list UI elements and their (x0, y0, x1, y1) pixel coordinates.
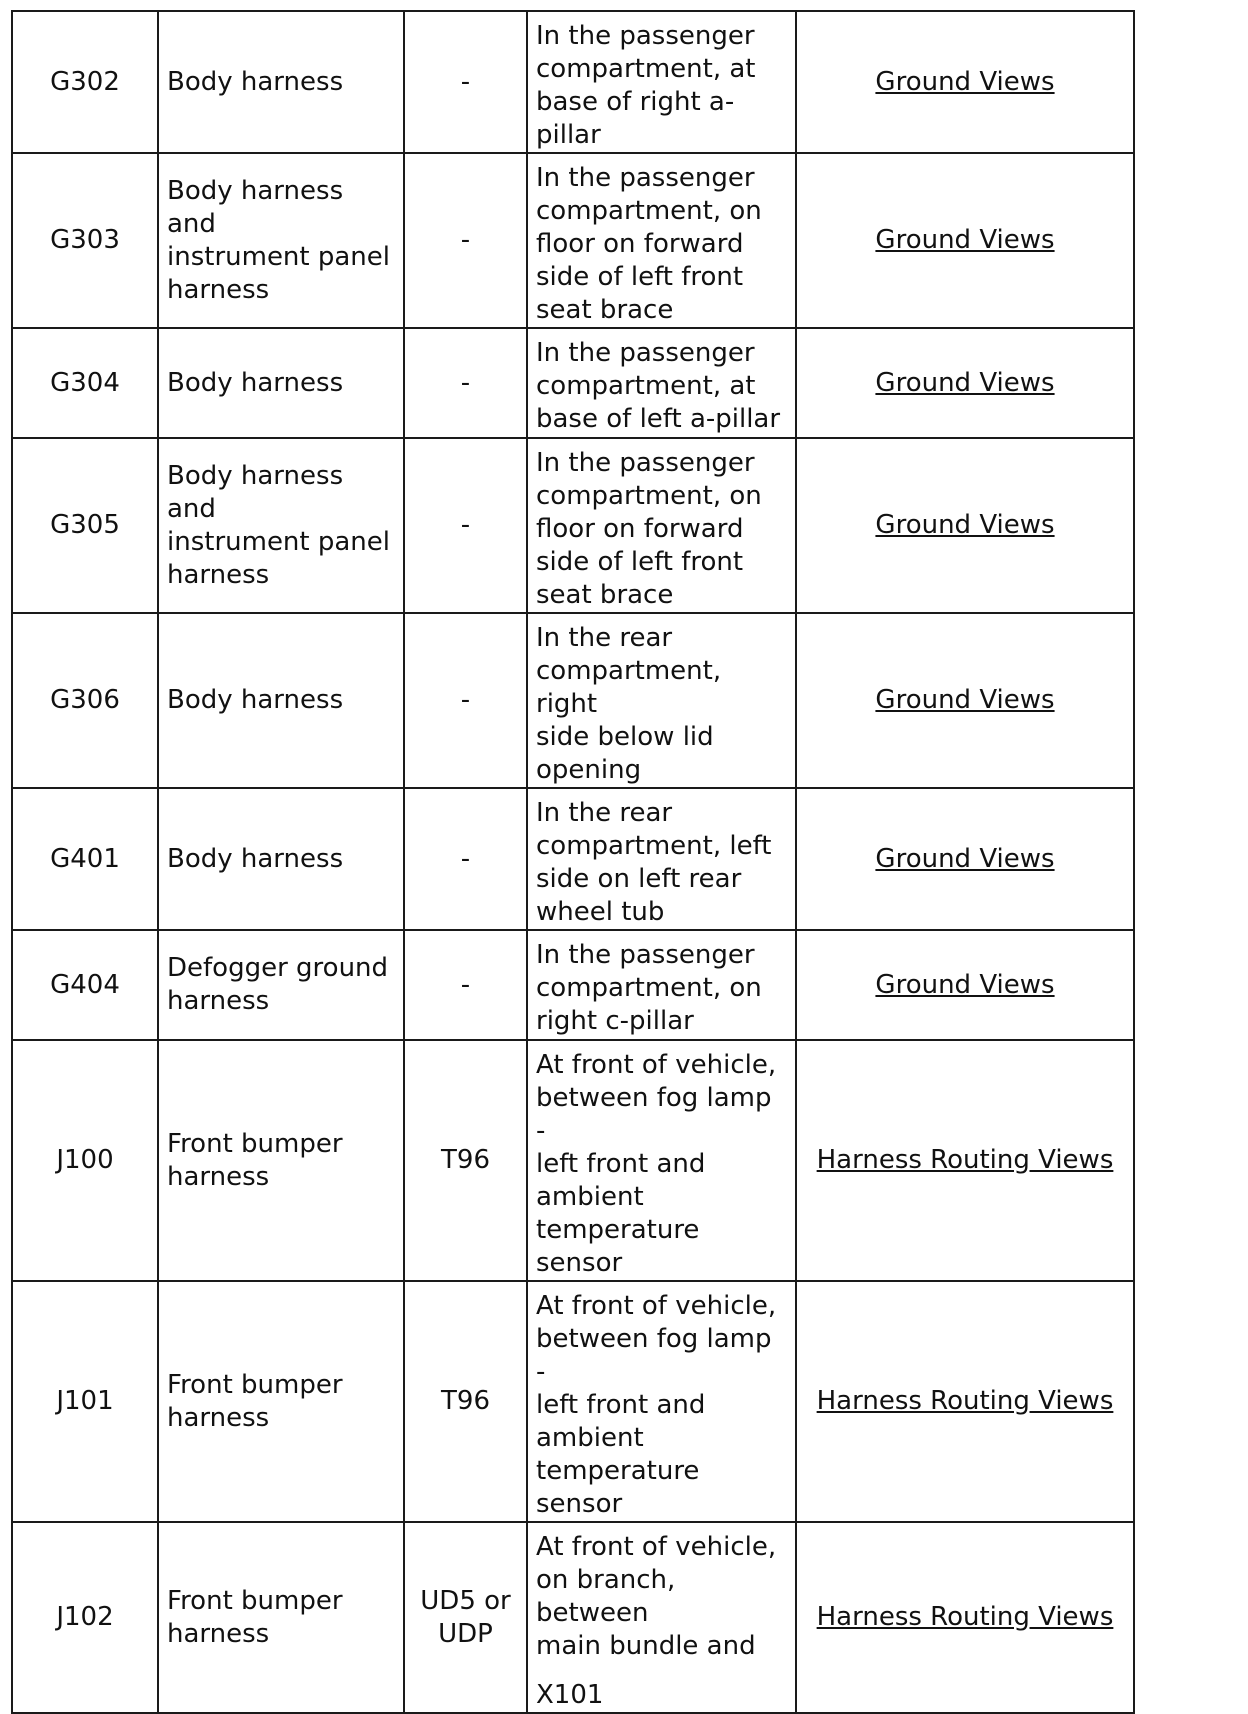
location-cell: In the passenger compartment, on right c-pillar (527, 930, 796, 1040)
harness-cell: Front bumper harness (158, 1040, 404, 1281)
table-row (12, 1281, 1134, 1522)
ground-views-link[interactable]: Ground Views (875, 225, 1055, 255)
ground-views-link[interactable]: Ground Views (875, 969, 1055, 1000)
component-id-cell: J102 (12, 1522, 158, 1713)
view-cell (796, 930, 1134, 1040)
table-row (12, 930, 1134, 1040)
connector-cell: T96 (404, 1281, 527, 1522)
component-id-cell: G303 (12, 153, 158, 328)
harness-routing-views-link[interactable]: Harness Routing Views (816, 1145, 1114, 1175)
component-id-cell: J100 (12, 1040, 158, 1281)
harness-cell: Defogger ground harness (158, 930, 404, 1040)
harness-cell: Body harness (158, 613, 404, 788)
location-cell: At front of vehicle, between fog lamp - left front and ambient temperature sensor (527, 1040, 796, 1281)
view-cell (796, 788, 1134, 930)
connector-cell: - (404, 328, 527, 438)
table-row (12, 613, 1134, 788)
connector-cell: - (404, 11, 527, 153)
ground-views-link[interactable]: Ground Views (875, 66, 1055, 97)
ground-views-link[interactable]: Ground Views (875, 367, 1055, 398)
view-cell (796, 11, 1134, 153)
table-row (12, 1522, 1134, 1713)
component-id-cell: G404 (12, 930, 158, 1040)
table-row (12, 11, 1134, 153)
connector-cell: - (404, 153, 527, 328)
view-cell (796, 438, 1134, 613)
location-cell: In the passenger compartment, at base of right a- pillar (527, 11, 796, 153)
ground-views-link[interactable]: Ground Views (875, 510, 1055, 540)
location-cell: At front of vehicle, between fog lamp - left front and ambient temperature sensor (527, 1281, 796, 1522)
component-id-cell: G306 (12, 613, 158, 788)
table-row (12, 1040, 1134, 1281)
connector-cell: - (404, 438, 527, 613)
table-row (12, 328, 1134, 438)
view-cell (796, 1040, 1134, 1281)
harness-routing-views-link[interactable]: Harness Routing Views (816, 1386, 1114, 1416)
view-cell (796, 1522, 1134, 1713)
harness-cell: Body harness and instrument panel harness (158, 153, 404, 328)
location-cell: In the passenger compartment, on floor on forward side of left front seat brace (527, 153, 796, 328)
component-locator-table (11, 10, 1135, 1714)
connector-cell: - (404, 613, 527, 788)
component-id-cell: G401 (12, 788, 158, 930)
harness-cell: Body harness and instrument panel harness (158, 438, 404, 613)
harness-cell: Body harness (158, 788, 404, 930)
harness-cell: Body harness (158, 11, 404, 153)
component-id-cell: G302 (12, 11, 158, 153)
connector-cell: - (404, 930, 527, 1040)
harness-cell: Front bumper harness (158, 1522, 404, 1713)
location-cell (527, 1522, 796, 1713)
view-cell (796, 153, 1134, 328)
connector-cell: - (404, 788, 527, 930)
table-row (12, 153, 1134, 328)
ground-views-link[interactable]: Ground Views (875, 685, 1055, 715)
location-cell: In the passenger compartment, on floor on forward side of left front seat brace (527, 438, 796, 613)
connector-cell: UD5 or UDP (404, 1522, 527, 1713)
view-cell (796, 1281, 1134, 1522)
location-continuation: X101 (536, 1680, 604, 1710)
component-id-cell: G304 (12, 328, 158, 438)
view-cell (796, 613, 1134, 788)
component-id-cell: J101 (12, 1281, 158, 1522)
location-cell: In the passenger compartment, at base of left a-pillar (527, 328, 796, 438)
view-cell (796, 328, 1134, 438)
location-cell: In the rear compartment, left side on left rear wheel tub (527, 788, 796, 930)
harness-routing-views-link[interactable]: Harness Routing Views (816, 1602, 1114, 1632)
ground-views-link[interactable]: Ground Views (875, 843, 1055, 874)
harness-cell: Front bumper harness (158, 1281, 404, 1522)
location-text: At front of vehicle, on branch, between main bundle and (536, 1532, 777, 1661)
component-id-cell: G305 (12, 438, 158, 613)
table-row (12, 438, 1134, 613)
connector-cell: T96 (404, 1040, 527, 1281)
location-cell: In the rear compartment, right side below lid opening (527, 613, 796, 788)
table-row (12, 788, 1134, 930)
harness-cell: Body harness (158, 328, 404, 438)
